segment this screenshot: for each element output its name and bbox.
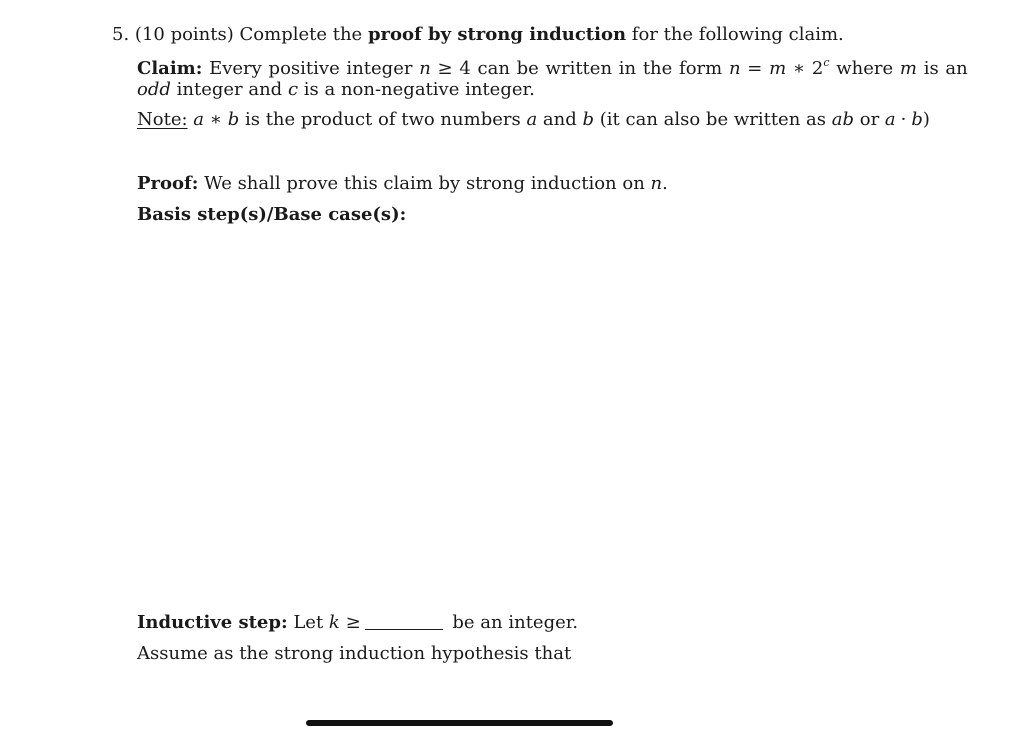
star-symbol: ∗ — [209, 109, 222, 130]
odd-word: odd — [137, 79, 171, 100]
note-text: or — [859, 109, 880, 130]
var-b: b — [582, 109, 595, 130]
note-text: (it can also be written as — [599, 109, 826, 130]
claim-text: is a non-negative integer. — [303, 79, 535, 100]
base-two: 2 — [811, 58, 824, 79]
var-n: n — [650, 173, 663, 194]
var-b: b — [227, 109, 240, 130]
close-paren: ) — [922, 109, 930, 130]
var-k: k — [328, 612, 340, 633]
inductive-line — [137, 614, 578, 632]
problem-intro-end: for the following claim. — [631, 24, 844, 45]
geq-symbol: ≥ — [345, 612, 361, 633]
problem-points: (10 points) — [134, 24, 234, 45]
blank-field[interactable] — [365, 615, 443, 630]
var-b: b — [911, 109, 923, 130]
claim-line-2 — [137, 81, 535, 99]
var-m: m — [769, 58, 787, 79]
claim-label: Claim: — [137, 58, 203, 79]
problem-number: 5. — [112, 24, 130, 45]
equals-symbol: = — [747, 58, 763, 79]
note-text: is the product of two numbers — [244, 109, 521, 130]
proof-label: Proof: — [137, 173, 199, 194]
claim-text: where — [836, 58, 894, 79]
claim-text: Every positive integer — [209, 58, 413, 79]
note-label: Note: — [137, 109, 188, 130]
basis-heading: Basis step(s)/Base case(s): — [137, 204, 407, 225]
dot-symbol: · — [900, 109, 907, 130]
claim-line-1 — [137, 57, 968, 78]
claim-text: can be written in the form — [477, 58, 723, 79]
problem-intro: Complete the — [239, 24, 363, 45]
note-text: and — [542, 109, 577, 130]
problem-header — [112, 26, 844, 44]
var-a: a — [193, 109, 205, 130]
var-a: a — [526, 109, 538, 130]
exponent-c: c — [823, 56, 830, 69]
claim-text: is an — [923, 58, 968, 79]
var-c: c — [287, 79, 299, 100]
geq-symbol: ≥ — [437, 58, 453, 79]
power-expression — [812, 58, 830, 79]
number-four: 4 — [459, 58, 471, 79]
var-n: n — [728, 58, 741, 79]
proof-line — [137, 175, 668, 193]
inductive-text: Let — [293, 612, 324, 633]
problem-intro-bold: proof by strong induction — [367, 24, 627, 45]
inductive-text: be an integer. — [452, 612, 579, 633]
var-m: m — [899, 58, 917, 79]
var-a: a — [884, 109, 896, 130]
inductive-label: Inductive step: — [137, 612, 288, 633]
var-ab: ab — [831, 109, 854, 130]
assume-line: Assume as the strong induction hypothesis that — [137, 643, 572, 664]
home-indicator-bar[interactable] — [306, 720, 613, 726]
claim-text: integer and — [176, 79, 283, 100]
proof-text: We shall prove this claim by strong induction on — [204, 173, 645, 194]
star-symbol: ∗ — [792, 58, 806, 79]
note-line — [137, 111, 930, 129]
period: . — [662, 173, 668, 194]
var-n: n — [419, 58, 431, 79]
